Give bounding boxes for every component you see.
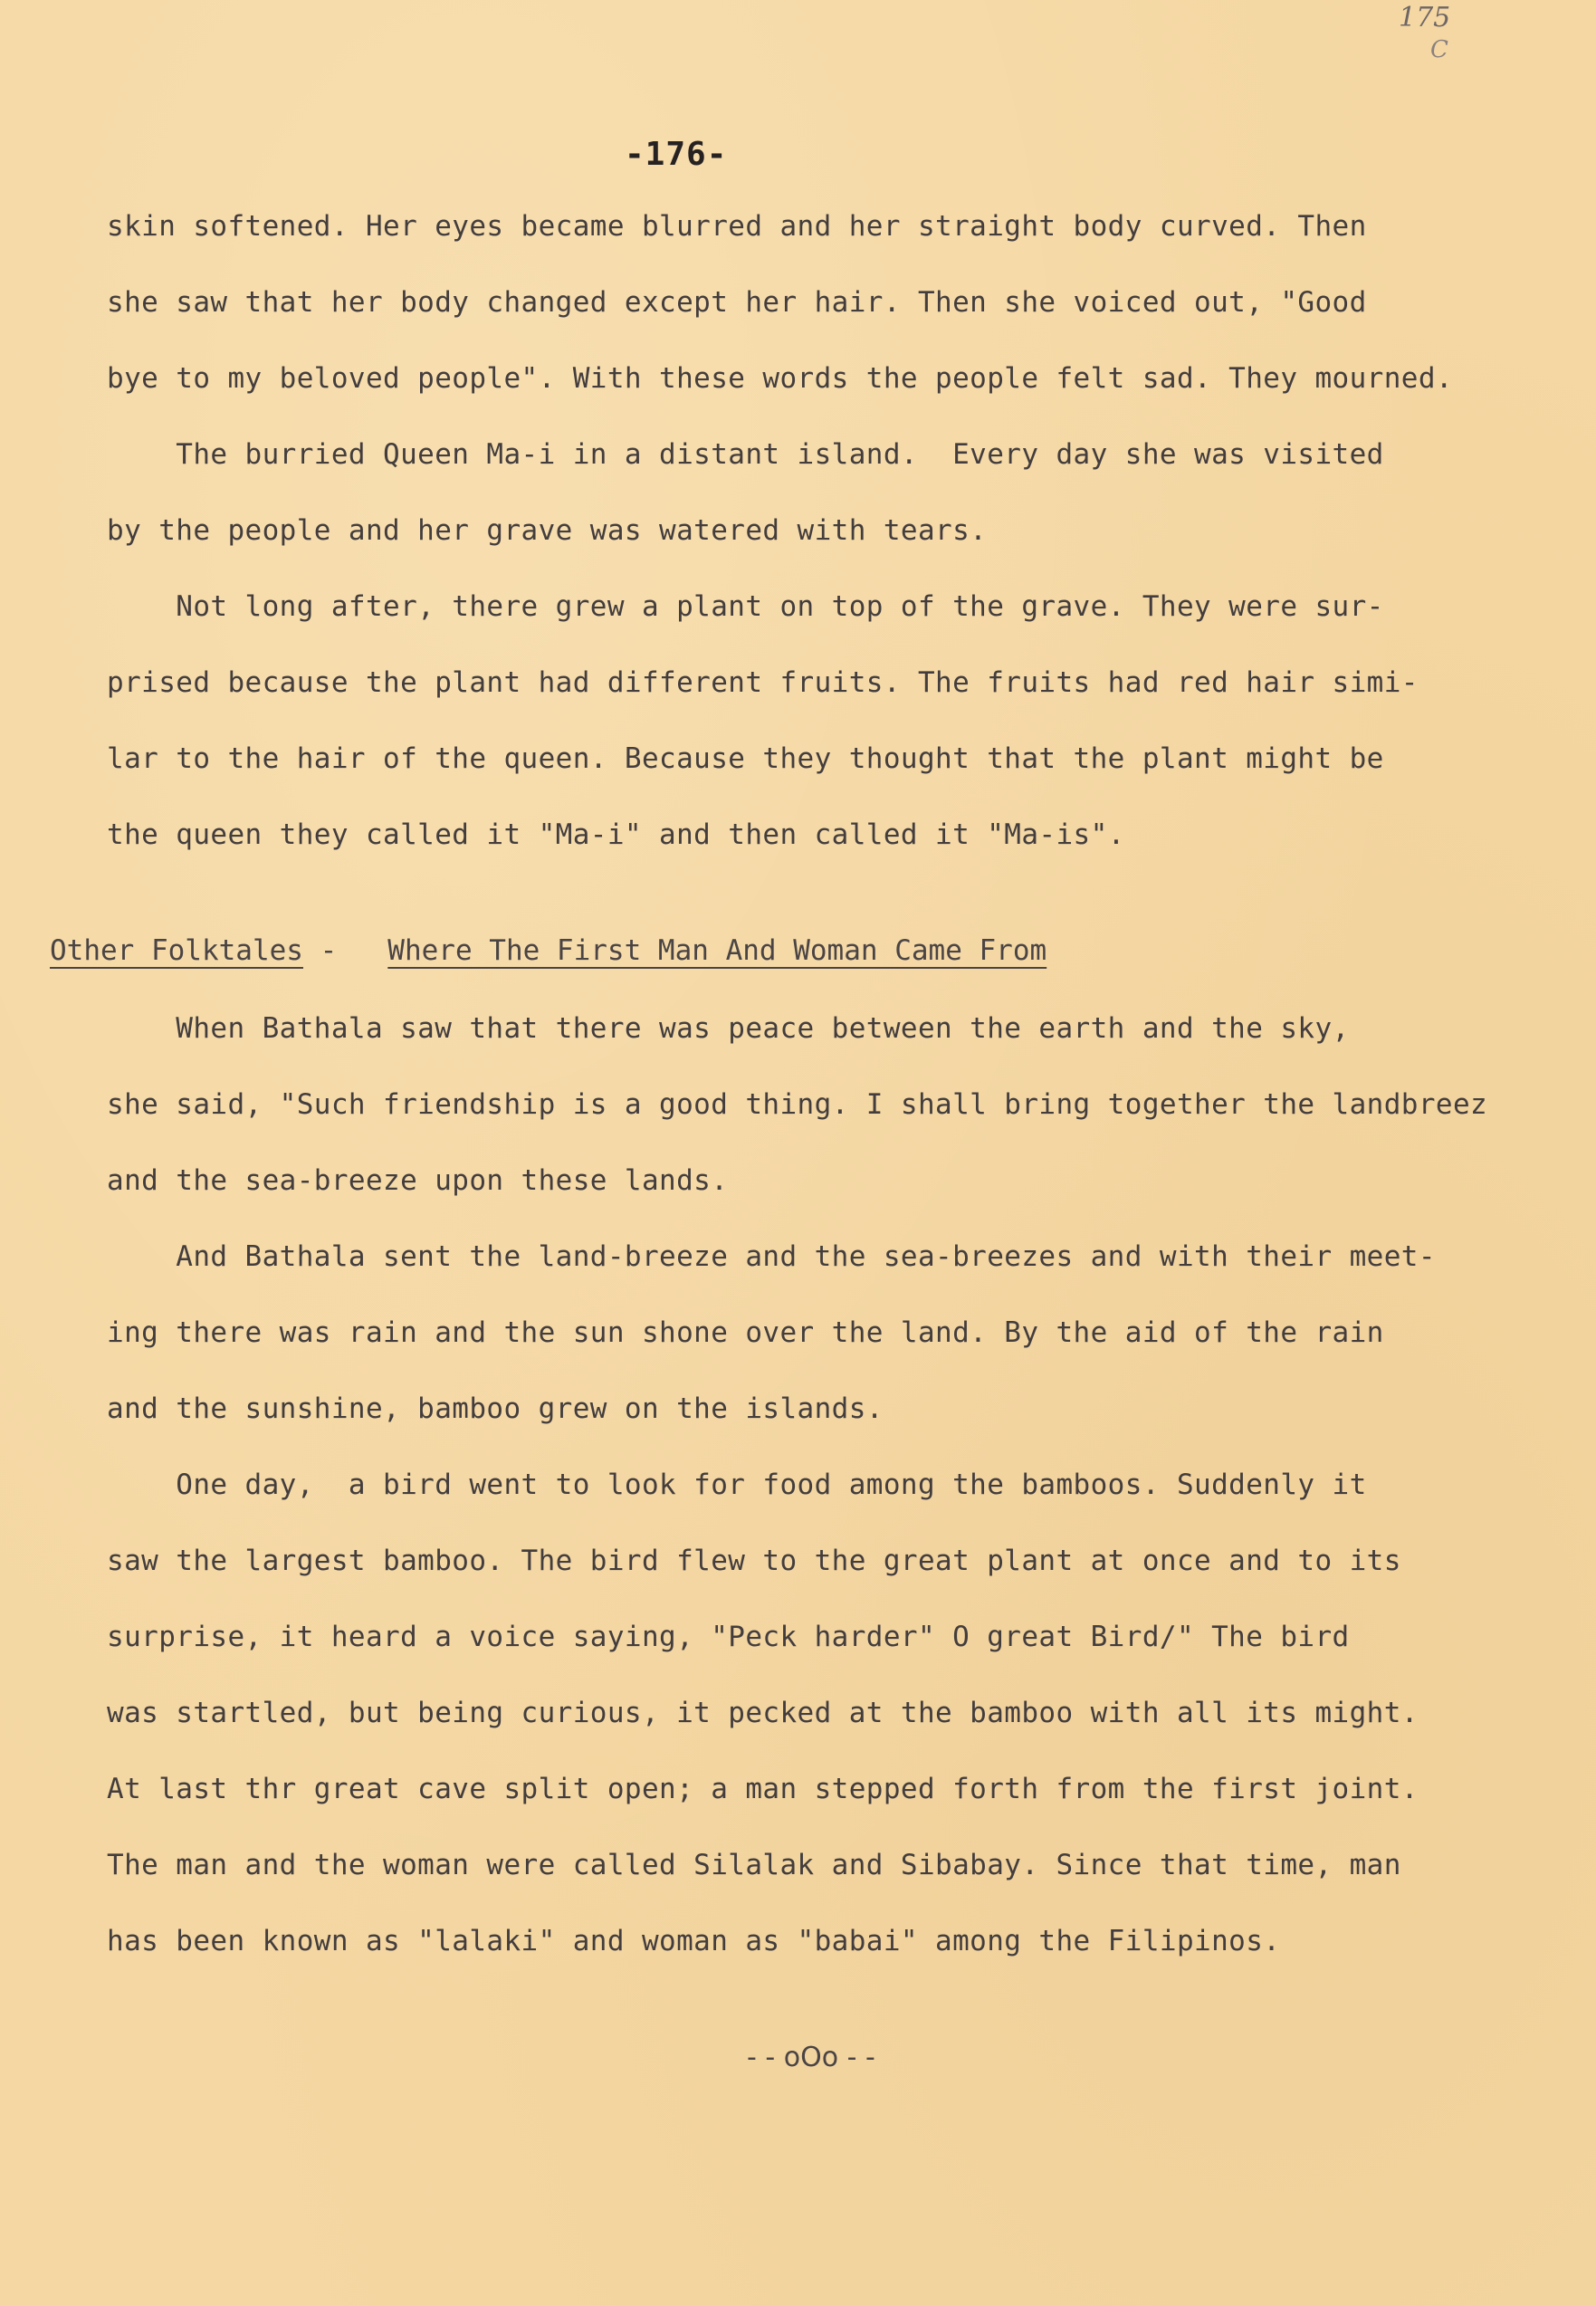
text-line: the queen they called it "Ma-i" and then called it "Ma-is". <box>107 818 1125 851</box>
text-line: One day, a bird went to look for food among the bamboos. Suddenly it <box>107 1469 1367 1501</box>
section-heading <box>50 934 1046 967</box>
text-line: When Bathala saw that there was peace between the earth and the sky, <box>107 1012 1350 1045</box>
text-line: by the people and her grave was watered with tears. <box>107 514 988 547</box>
text-line: The burried Queen Ma-i in a distant island. Every day she was visited <box>107 438 1384 471</box>
section-separator: - <box>302 934 354 967</box>
section-title: Where The First Man And Woman Came From <box>387 934 1047 967</box>
text-line: ing there was rain and the sun shone over the land. By the aid of the rain <box>107 1316 1384 1349</box>
section-category: Other Folktales <box>50 934 303 967</box>
text-line: Not long after, there grew a plant on top of the grave. They were sur- <box>107 590 1384 623</box>
text-line: she said, "Such friendship is a good thing. I shall bring together the landbreez <box>107 1088 1488 1121</box>
section-divider: - - oOo - - <box>747 2042 875 2073</box>
text-line: And Bathala sent the land-breeze and the sea-breezes and with their meet- <box>107 1240 1436 1273</box>
text-line: was startled, but being curious, it pecked at the bamboo with all its might. <box>107 1697 1419 1729</box>
text-line: surprise, it heard a voice saying, "Peck harder" O great Bird/" The bird <box>107 1621 1350 1653</box>
text-line: bye to my beloved people". With these words the people felt sad. They mourned. <box>107 362 1453 395</box>
text-line: The man and the woman were called Silalak and Sibabay. Since that time, man <box>107 1849 1401 1881</box>
text-line: saw the largest bamboo. The bird flew to the great plant at once and to its <box>107 1545 1401 1577</box>
text-line: lar to the hair of the queen. Because they thought that the plant might be <box>107 742 1384 775</box>
text-line: skin softened. Her eyes became blurred and her straight body curved. Then <box>107 210 1367 243</box>
text-line: prised because the plant had different fruits. The fruits had red hair simi- <box>107 666 1419 699</box>
page-number: -176- <box>625 136 728 173</box>
text-line: has been known as "lalaki" and woman as "babai" among the Filipinos. <box>107 1925 1281 1957</box>
text-line: and the sea-breeze upon these lands. <box>107 1164 729 1197</box>
text-line: and the sunshine, bamboo grew on the islands. <box>107 1392 884 1425</box>
corner-annotation: 175 <box>1399 2 1451 33</box>
text-line: At last thr great cave split open; a man stepped forth from the first joint. <box>107 1773 1419 1805</box>
corner-annotation-mark: C <box>1430 36 1448 63</box>
text-line: she saw that her body changed except her hair. Then she voiced out, "Good <box>107 286 1367 319</box>
